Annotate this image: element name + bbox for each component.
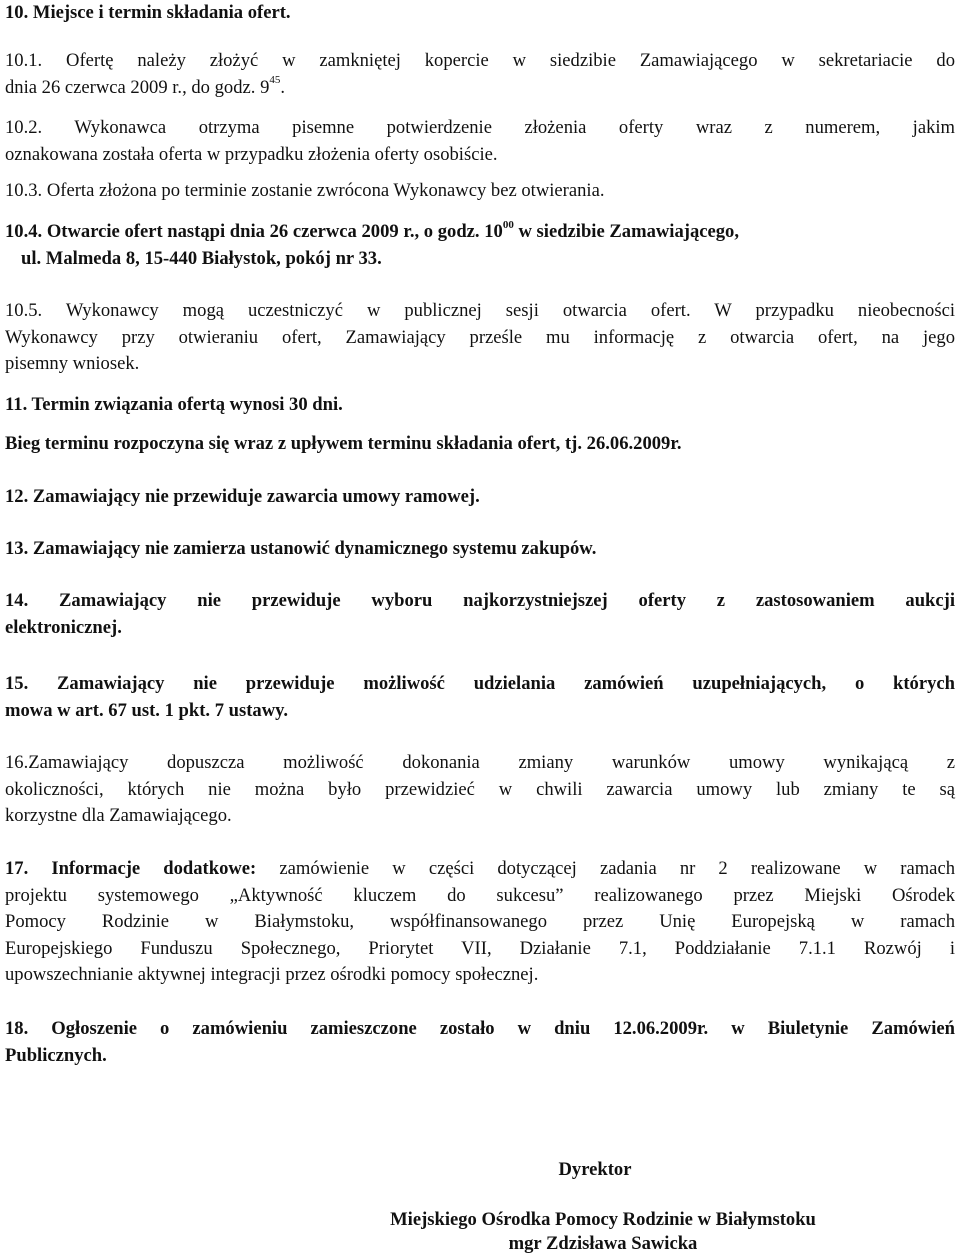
signature-name: mgr Zdzisława Sawicka [508, 1233, 698, 1254]
paragraph-10-5: 10.5. Wykonawcy mogą uczestniczyć w publicznej sesji otwarcia ofert. W przypadku nieobecności Wykonawcy przy otwieraniu ofert, Zamawiający prześle mu informację z otwarcia ofert, na jego pisemny wniosek. [5, 300, 955, 374]
paragraph-10-3: 10.3. Oferta złożona po terminie zostanie zwrócona Wykonawcy bez otwierania. [5, 180, 605, 201]
section-18: 18. Ogłoszenie o zamówieniu zamieszczone zostało w dniu 12.06.2009r. w Biuletynie Zamówień Publicznych. [5, 1018, 955, 1066]
section-11-term: Bieg terminu rozpoczyna się wraz z upływem terminu składania ofert, tj. 26.06.2009r. [5, 433, 682, 454]
section-10-heading: 10. Miejsce i termin składania ofert. [5, 2, 291, 23]
section-15: 15. Zamawiający nie przewiduje możliwość udzielania zamówień uzupełniających, o których mowa w art. 67 ust. 1 pkt. 7 ustawy. [5, 673, 955, 721]
paragraph-10-2: 10.2. Wykonawca otrzyma pisemne potwierdzenie złożenia oferty wraz z numerem, jakim oznakowana została oferta w przypadku złożenia oferty osobiście. [5, 117, 955, 165]
signature-title: Dyrektor [558, 1159, 632, 1180]
section-12: 12. Zamawiający nie przewiduje zawarcia umowy ramowej. [5, 486, 480, 507]
paragraph-10-1: 10.1. Ofertę należy złożyć w zamkniętej kopercie w siedzibie Zamawiającego w sekretariacie do dnia 26 czerwca 2009 r., do godz. $9^{45}$. [5, 50, 955, 98]
section-16: 16.Zamawiający dopuszcza możliwość dokonania zmiany warunków umowy wynikającą z okoliczności, których nie można było przewidzieć w chwili zawarcia umowy lub zmiany te są korzystne dla Zamawiającego. [5, 752, 955, 826]
signature-organization: Miejskiego Ośrodka Pomocy Rodzinie w Białymstoku [390, 1209, 816, 1230]
section-14: 14. Zamawiający nie przewiduje wyboru najkorzystniejszej oferty z zastosowaniem aukcji elektronicznej. [5, 590, 955, 638]
section-17: 17. Informacje dodatkowe: zamówienie w części dotyczącej zadania nr 2 realizowane w ramach projektu systemowego „Aktywność kluczem do sukcesu” realizowanego przez Miejski Ośrodek Pomocy Rodzinie w Białymstoku, współfinansowanego przez Unię Europejską w ramach Europejskiego Funduszu Społecznego, Priorytet VII, Działanie 7.1, Poddziałanie 7.1.1 Rozwój i upowszechnianie aktywnej integracji przez ośrodki pomocy społecznej. [5, 858, 955, 985]
paragraph-10-4: 10.4. Otwarcie ofert nastąpi dnia 26 czerwca 2009 r., o godz. $10^{00}$ w siedzibie Zamawiającego, ul. Malmeda 8, 15-440 Białystok, pokój nr 33. [5, 218, 739, 269]
section-13: 13. Zamawiający nie zamierza ustanowić dynamicznego systemu zakupów. [5, 538, 597, 559]
section-11: 11. Termin związania ofertą wynosi 30 dni. [5, 394, 343, 415]
